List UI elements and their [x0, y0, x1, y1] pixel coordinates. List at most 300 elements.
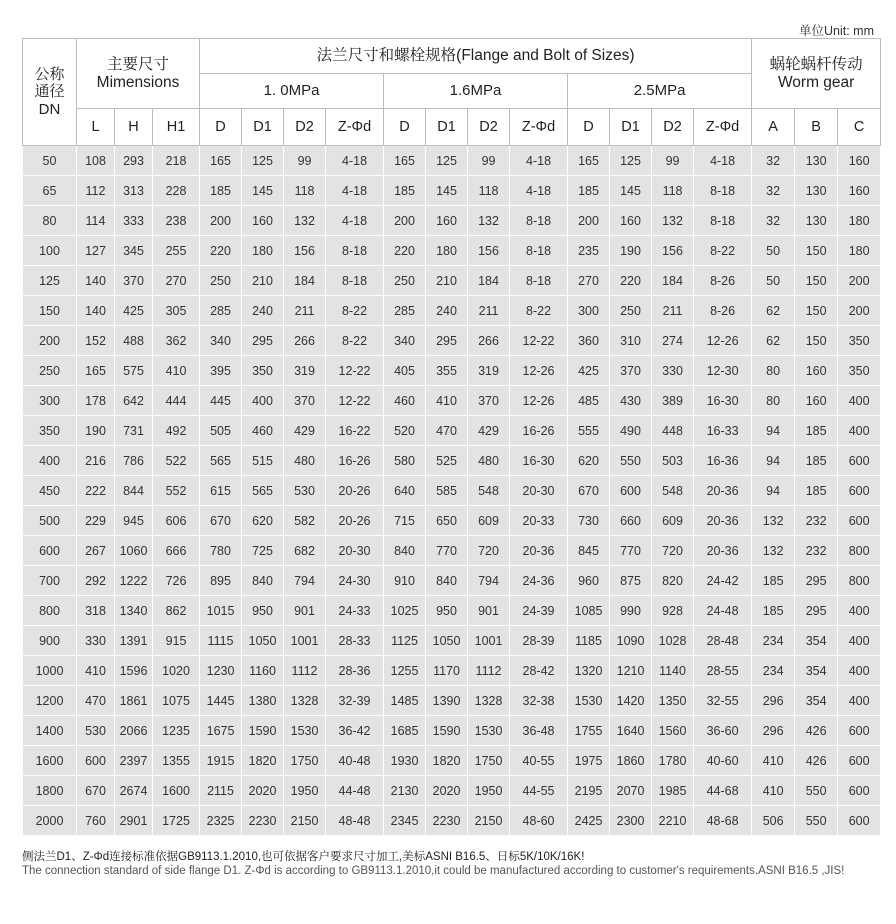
table-cell: 185 [752, 566, 795, 596]
table-cell: 330 [652, 356, 694, 386]
dn-cell: 50 [23, 146, 77, 176]
column-header: Z-Φd [326, 109, 384, 146]
table-cell: 609 [468, 506, 510, 536]
table-cell: 1915 [200, 746, 242, 776]
table-cell: 530 [284, 476, 326, 506]
table-cell: 48-48 [326, 806, 384, 836]
table-cell: 32-39 [326, 686, 384, 716]
column-header: C [838, 109, 881, 146]
table-cell: 12-30 [694, 356, 752, 386]
table-cell: 1600 [153, 776, 200, 806]
table-cell: 354 [795, 656, 838, 686]
table-cell: 410 [77, 656, 115, 686]
table-cell: 127 [77, 236, 115, 266]
table-cell: 2130 [384, 776, 426, 806]
table-cell: 8-18 [694, 206, 752, 236]
table-cell: 1380 [242, 686, 284, 716]
table-cell: 94 [752, 446, 795, 476]
table-row [23, 206, 881, 236]
table-cell: 44-48 [326, 776, 384, 806]
table-cell: 820 [652, 566, 694, 596]
table-cell: 1170 [426, 656, 468, 686]
table-cell: 132 [468, 206, 510, 236]
table-cell: 8-18 [510, 266, 568, 296]
table-cell: 16-30 [694, 386, 752, 416]
table-cell: 990 [610, 596, 652, 626]
table-cell: 125 [610, 146, 652, 176]
table-cell: 1355 [153, 746, 200, 776]
table-cell: 731 [115, 416, 153, 446]
table-cell: 4-18 [326, 176, 384, 206]
table-cell: 1320 [568, 656, 610, 686]
table-cell: 1075 [153, 686, 200, 716]
table-cell: 232 [795, 536, 838, 566]
table-cell: 1530 [568, 686, 610, 716]
table-cell: 296 [752, 716, 795, 746]
table-cell: 1112 [284, 656, 326, 686]
table-cell: 2020 [426, 776, 468, 806]
table-row [23, 176, 881, 206]
table-cell: 2397 [115, 746, 153, 776]
table-cell: 1350 [652, 686, 694, 716]
table-cell: 160 [242, 206, 284, 236]
table-cell: 228 [153, 176, 200, 206]
table-cell: 552 [153, 476, 200, 506]
table-cell: 99 [284, 146, 326, 176]
table-cell: 800 [838, 536, 881, 566]
table-cell: 548 [468, 476, 510, 506]
table-cell: 234 [752, 656, 795, 686]
table-cell: 1235 [153, 716, 200, 746]
table-cell: 185 [795, 476, 838, 506]
table-cell: 99 [652, 146, 694, 176]
table-row [23, 326, 881, 356]
table-body [23, 146, 881, 836]
table-cell: 216 [77, 446, 115, 476]
table-cell: 1596 [115, 656, 153, 686]
table-cell: 400 [242, 386, 284, 416]
table-cell: 550 [795, 806, 838, 836]
table-cell: 550 [795, 776, 838, 806]
table-cell: 460 [242, 416, 284, 446]
table-cell: 460 [384, 386, 426, 416]
table-cell: 2674 [115, 776, 153, 806]
table-cell: 1050 [426, 626, 468, 656]
dn-cell: 125 [23, 266, 77, 296]
dn-cell: 150 [23, 296, 77, 326]
table-cell: 1640 [610, 716, 652, 746]
dn-cell: 200 [23, 326, 77, 356]
table-cell: 156 [468, 236, 510, 266]
table-cell: 1001 [468, 626, 510, 656]
table-cell: 505 [200, 416, 242, 446]
dn-cell: 80 [23, 206, 77, 236]
pressure-header-2: 1.6MPa [384, 74, 568, 109]
table-cell: 160 [795, 356, 838, 386]
main-dimensions-header [77, 39, 200, 109]
table-cell: 1020 [153, 656, 200, 686]
table-cell: 426 [795, 716, 838, 746]
table-cell: 1210 [610, 656, 652, 686]
table-row [23, 656, 881, 686]
table-cell: 901 [468, 596, 510, 626]
table-cell: 901 [284, 596, 326, 626]
table-cell: 350 [838, 356, 881, 386]
column-header: H [115, 109, 153, 146]
table-cell: 178 [77, 386, 115, 416]
table-cell: 600 [838, 446, 881, 476]
table-cell: 2325 [200, 806, 242, 836]
table-cell: 4-18 [694, 146, 752, 176]
table-cell: 319 [284, 356, 326, 386]
table-cell: 310 [610, 326, 652, 356]
dn-header-line2: 通径 [34, 83, 65, 101]
table-cell: 1230 [200, 656, 242, 686]
table-cell: 1115 [200, 626, 242, 656]
footnotes [22, 850, 844, 878]
table-cell: 210 [426, 266, 468, 296]
table-cell: 211 [284, 296, 326, 326]
table-cell: 786 [115, 446, 153, 476]
table-cell: 1060 [115, 536, 153, 566]
table-row [23, 536, 881, 566]
table-cell: 165 [568, 146, 610, 176]
table-cell: 480 [284, 446, 326, 476]
table-cell: 32-55 [694, 686, 752, 716]
table-row [23, 356, 881, 386]
table-cell: 180 [242, 236, 284, 266]
table-cell: 844 [115, 476, 153, 506]
table-cell: 150 [795, 326, 838, 356]
table-cell: 32-38 [510, 686, 568, 716]
table-cell: 565 [242, 476, 284, 506]
table-cell: 515 [242, 446, 284, 476]
table-cell: 1390 [426, 686, 468, 716]
table-cell: 255 [153, 236, 200, 266]
table-cell: 720 [652, 536, 694, 566]
table-cell: 565 [200, 446, 242, 476]
table-cell: 354 [795, 626, 838, 656]
table-cell: 555 [568, 416, 610, 446]
table-cell: 1445 [200, 686, 242, 716]
spec-table [22, 38, 881, 836]
table-row [23, 806, 881, 836]
table-cell: 520 [384, 416, 426, 446]
table-cell: 12-22 [326, 386, 384, 416]
table-cell: 296 [752, 686, 795, 716]
table-cell: 548 [652, 476, 694, 506]
table-cell: 503 [652, 446, 694, 476]
table-cell: 1028 [652, 626, 694, 656]
table-cell: 12-22 [326, 356, 384, 386]
table-cell: 24-30 [326, 566, 384, 596]
table-cell: 1780 [652, 746, 694, 776]
dn-cell: 800 [23, 596, 77, 626]
table-cell: 132 [752, 506, 795, 536]
table-cell: 165 [384, 146, 426, 176]
dn-cell: 250 [23, 356, 77, 386]
column-header: D [568, 109, 610, 146]
dn-cell: 2000 [23, 806, 77, 836]
table-cell: 400 [838, 386, 881, 416]
table-cell: 180 [838, 206, 881, 236]
table-cell: 400 [838, 656, 881, 686]
table-cell: 24-42 [694, 566, 752, 596]
table-cell: 1950 [284, 776, 326, 806]
table-cell: 2066 [115, 716, 153, 746]
dn-cell: 400 [23, 446, 77, 476]
table-cell: 606 [153, 506, 200, 536]
table-cell: 340 [200, 326, 242, 356]
dn-cell: 100 [23, 236, 77, 266]
table-cell: 2210 [652, 806, 694, 836]
table-cell: 235 [568, 236, 610, 266]
table-cell: 190 [610, 236, 652, 266]
table-cell: 152 [77, 326, 115, 356]
table-cell: 24-33 [326, 596, 384, 626]
table-cell: 1050 [242, 626, 284, 656]
table-cell: 1090 [610, 626, 652, 656]
table-cell: 267 [77, 536, 115, 566]
table-cell: 1160 [242, 656, 284, 686]
table-cell: 4-18 [510, 146, 568, 176]
table-cell: 185 [200, 176, 242, 206]
table-row [23, 146, 881, 176]
table-cell: 222 [77, 476, 115, 506]
table-cell: 800 [838, 566, 881, 596]
dn-cell: 600 [23, 536, 77, 566]
table-cell: 410 [752, 776, 795, 806]
table-cell: 600 [838, 776, 881, 806]
table-row [23, 596, 881, 626]
pressure-header-3: 2.5MPa [568, 74, 752, 109]
table-cell: 250 [610, 296, 652, 326]
table-cell: 350 [838, 326, 881, 356]
table-cell: 444 [153, 386, 200, 416]
table-cell: 620 [242, 506, 284, 536]
table-cell: 1860 [610, 746, 652, 776]
worm-gear-en: Worm gear [777, 73, 855, 91]
table-cell: 125 [426, 146, 468, 176]
table-cell: 28-48 [694, 626, 752, 656]
table-cell: 20-36 [694, 536, 752, 566]
table-cell: 340 [384, 326, 426, 356]
table-cell: 770 [610, 536, 652, 566]
table-cell: 20-30 [326, 536, 384, 566]
table-cell: 1861 [115, 686, 153, 716]
table-cell: 1255 [384, 656, 426, 686]
table-cell: 50 [752, 266, 795, 296]
table-cell: 1125 [384, 626, 426, 656]
table-cell: 840 [426, 566, 468, 596]
table-cell: 160 [426, 206, 468, 236]
table-cell: 794 [284, 566, 326, 596]
table-cell: 184 [468, 266, 510, 296]
table-cell: 44-68 [694, 776, 752, 806]
table-row [23, 506, 881, 536]
table-cell: 2150 [284, 806, 326, 836]
table-cell: 426 [795, 746, 838, 776]
table-cell: 220 [384, 236, 426, 266]
table-cell: 620 [568, 446, 610, 476]
table-cell: 32 [752, 206, 795, 236]
dn-cell: 1600 [23, 746, 77, 776]
dn-header-line3: DN [38, 100, 61, 118]
table-cell: 640 [384, 476, 426, 506]
dn-cell: 450 [23, 476, 77, 506]
table-cell: 1015 [200, 596, 242, 626]
table-cell: 200 [838, 296, 881, 326]
table-cell: 585 [426, 476, 468, 506]
table-cell: 600 [77, 746, 115, 776]
table-cell: 250 [200, 266, 242, 296]
table-cell: 400 [838, 626, 881, 656]
table-cell: 370 [610, 356, 652, 386]
table-cell: 389 [652, 386, 694, 416]
dn-header-line1: 公称 [34, 66, 65, 84]
table-cell: 20-26 [326, 506, 384, 536]
table-cell: 285 [384, 296, 426, 326]
table-cell: 666 [153, 536, 200, 566]
dn-cell: 65 [23, 176, 77, 206]
table-cell: 28-36 [326, 656, 384, 686]
table-cell: 2425 [568, 806, 610, 836]
table-cell: 1328 [284, 686, 326, 716]
table-cell: 80 [752, 356, 795, 386]
table-cell: 730 [568, 506, 610, 536]
column-header: D1 [610, 109, 652, 146]
table-cell: 4-18 [326, 146, 384, 176]
table-cell: 318 [77, 596, 115, 626]
table-cell: 609 [652, 506, 694, 536]
table-cell: 28-39 [510, 626, 568, 656]
table-cell: 16-36 [694, 446, 752, 476]
table-cell: 140 [77, 266, 115, 296]
table-cell: 840 [242, 566, 284, 596]
pressure-header-1: 1. 0MPa [200, 74, 384, 109]
column-header: L [77, 109, 115, 146]
table-cell: 845 [568, 536, 610, 566]
table-cell: 600 [610, 476, 652, 506]
table-cell: 112 [77, 176, 115, 206]
table-cell: 670 [200, 506, 242, 536]
table-cell: 132 [752, 536, 795, 566]
table-cell: 429 [468, 416, 510, 446]
table-cell: 12-26 [694, 326, 752, 356]
table-cell: 16-26 [510, 416, 568, 446]
flange-title-header: 法兰尺寸和螺栓规格(Flange and Bolt of Sizes) [200, 39, 752, 74]
table-cell: 185 [384, 176, 426, 206]
table-row [23, 236, 881, 266]
table-cell: 1820 [242, 746, 284, 776]
table-cell: 1222 [115, 566, 153, 596]
footnote-en: The connection standard of side flange D1. Z-Φd is according to GB9113.1.2010,it could be manufactured according to customer's requirements.ASNI B16.5 ,JIS! [22, 865, 845, 877]
table-cell: 80 [752, 386, 795, 416]
table-cell: 250 [384, 266, 426, 296]
table-cell: 862 [153, 596, 200, 626]
table-cell: 1001 [284, 626, 326, 656]
table-cell: 240 [242, 296, 284, 326]
table-cell: 1750 [468, 746, 510, 776]
table-cell: 8-22 [694, 236, 752, 266]
table-cell: 670 [568, 476, 610, 506]
table-cell: 140 [77, 296, 115, 326]
table-cell: 2300 [610, 806, 652, 836]
table-cell: 715 [384, 506, 426, 536]
table-cell: 266 [284, 326, 326, 356]
table-cell: 305 [153, 296, 200, 326]
table-cell: 915 [153, 626, 200, 656]
column-header: Z-Φd [694, 109, 752, 146]
table-cell: 62 [752, 296, 795, 326]
table-cell: 770 [426, 536, 468, 566]
column-header: D [384, 109, 426, 146]
table-cell: 229 [77, 506, 115, 536]
column-header: D2 [652, 109, 694, 146]
table-cell: 8-22 [510, 296, 568, 326]
table-cell: 950 [242, 596, 284, 626]
table-cell: 8-18 [510, 236, 568, 266]
table-cell: 114 [77, 206, 115, 236]
table-cell: 4-18 [326, 206, 384, 236]
table-cell: 600 [838, 716, 881, 746]
table-cell: 94 [752, 416, 795, 446]
column-header: H1 [153, 109, 200, 146]
table-cell: 400 [838, 686, 881, 716]
table-cell: 1950 [468, 776, 510, 806]
table-cell: 165 [200, 146, 242, 176]
dn-cell: 500 [23, 506, 77, 536]
column-header: D1 [426, 109, 468, 146]
table-cell: 125 [242, 146, 284, 176]
column-header: Z-Φd [510, 109, 568, 146]
table-cell: 1340 [115, 596, 153, 626]
table-cell: 780 [200, 536, 242, 566]
table-cell: 2020 [242, 776, 284, 806]
table-row [23, 626, 881, 656]
table-cell: 220 [610, 266, 652, 296]
table-cell: 150 [795, 296, 838, 326]
table-cell: 40-48 [326, 746, 384, 776]
table-cell: 118 [468, 176, 510, 206]
table-cell: 211 [468, 296, 510, 326]
table-cell: 506 [752, 806, 795, 836]
table-cell: 20-26 [326, 476, 384, 506]
table-cell: 1590 [242, 716, 284, 746]
table-cell: 429 [284, 416, 326, 446]
table-cell: 345 [115, 236, 153, 266]
table-cell: 550 [610, 446, 652, 476]
table-cell: 410 [426, 386, 468, 416]
table-cell: 354 [795, 686, 838, 716]
table-cell: 448 [652, 416, 694, 446]
table-row [23, 386, 881, 416]
table-cell: 575 [115, 356, 153, 386]
table-cell: 430 [610, 386, 652, 416]
table-cell: 1755 [568, 716, 610, 746]
table-cell: 720 [468, 536, 510, 566]
table-cell: 490 [610, 416, 652, 446]
dn-header [23, 39, 77, 146]
table-cell: 4-18 [510, 176, 568, 206]
table-cell: 405 [384, 356, 426, 386]
table-cell: 1328 [468, 686, 510, 716]
table-cell: 1820 [426, 746, 468, 776]
table-cell: 650 [426, 506, 468, 536]
table-cell: 600 [838, 746, 881, 776]
table-cell: 200 [568, 206, 610, 236]
table-cell: 270 [568, 266, 610, 296]
